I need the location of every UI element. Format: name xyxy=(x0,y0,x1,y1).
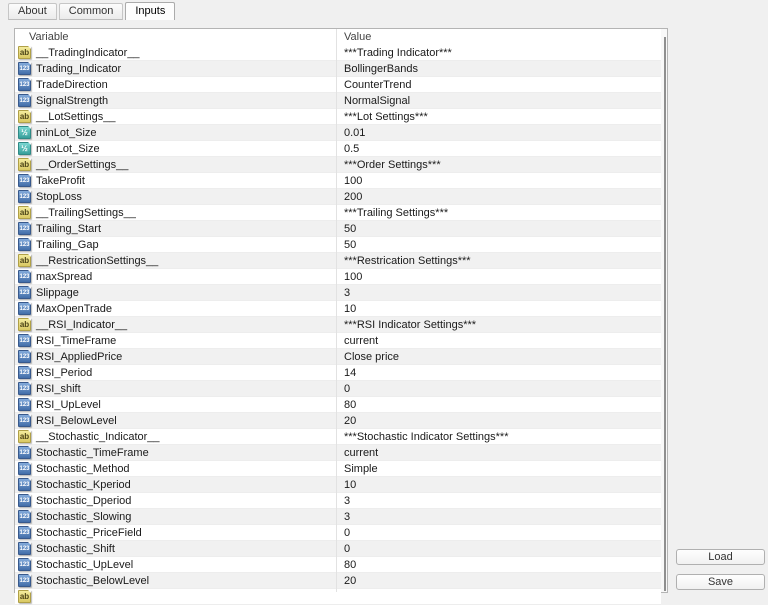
value-cell[interactable]: 0.01 xyxy=(344,126,366,139)
table-row[interactable] xyxy=(15,157,661,173)
table-row[interactable] xyxy=(15,45,661,61)
variable-name: minLot_Size xyxy=(36,126,97,139)
int-type-icon: 123 xyxy=(18,94,31,107)
variable-name: RSI_BelowLevel xyxy=(36,414,117,427)
value-cell[interactable]: 0 xyxy=(344,526,351,539)
table-row[interactable] xyxy=(15,93,661,109)
int-type-icon: 123 xyxy=(18,382,31,395)
table-row[interactable] xyxy=(15,429,661,445)
variable-name: StopLoss xyxy=(36,190,82,203)
variable-name: Stochastic_Kperiod xyxy=(36,478,131,491)
inputs-table-panel xyxy=(14,28,668,601)
int-type-icon: 123 xyxy=(18,222,31,235)
string-type-icon: ab xyxy=(19,112,30,121)
variable-name: Stochastic_Dperiod xyxy=(36,494,132,507)
column-header-variable[interactable]: Variable xyxy=(29,31,69,43)
table-row[interactable] xyxy=(15,381,661,397)
save-button[interactable]: Save xyxy=(676,574,765,590)
column-divider xyxy=(336,29,337,592)
variable-name: Stochastic_UpLevel xyxy=(36,558,134,571)
string-type-icon: ab xyxy=(19,592,30,601)
table-row[interactable] xyxy=(15,173,661,189)
int-type-icon: 123 xyxy=(18,526,31,539)
variable-name: Trading_Indicator xyxy=(36,62,122,75)
value-cell[interactable]: current xyxy=(344,446,379,459)
variable-name: RSI_Period xyxy=(36,366,93,379)
table-row[interactable] xyxy=(15,477,661,493)
table-row[interactable] xyxy=(15,221,661,237)
int-type-icon: 123 xyxy=(18,494,31,507)
variable-name: MaxOpenTrade xyxy=(36,302,113,315)
value-cell[interactable]: ***Restrication Settings*** xyxy=(344,254,471,267)
int-type-icon: 123 xyxy=(18,62,31,75)
value-cell[interactable]: 80 xyxy=(344,398,357,411)
variable-name: RSI_TimeFrame xyxy=(36,334,117,347)
table-body xyxy=(15,45,661,601)
value-cell[interactable]: CounterTrend xyxy=(344,78,412,91)
value-cell[interactable]: 20 xyxy=(344,574,357,587)
value-cell[interactable]: 100 xyxy=(344,270,363,283)
int-type-icon: 123 xyxy=(18,574,31,587)
variable-name: Stochastic_BelowLevel xyxy=(36,574,150,587)
variable-name: SignalStrength xyxy=(36,94,109,107)
int-type-icon: 123 xyxy=(18,478,31,491)
vertical-scrollbar[interactable] xyxy=(661,29,667,592)
table-row[interactable] xyxy=(15,237,661,253)
variable-name: Stochastic_Method xyxy=(36,462,130,475)
value-cell[interactable]: ***Trailing Settings*** xyxy=(344,206,449,219)
variable-name: RSI_AppliedPrice xyxy=(36,350,123,363)
value-cell[interactable]: 80 xyxy=(344,558,357,571)
value-cell[interactable]: 3 xyxy=(344,510,351,523)
value-cell[interactable]: 0 xyxy=(344,382,351,395)
int-type-icon: 123 xyxy=(18,510,31,523)
value-cell[interactable]: 10 xyxy=(344,478,357,491)
value-cell[interactable]: ***RSI Indicator Settings*** xyxy=(344,318,477,331)
tab-common[interactable]: Common xyxy=(59,3,124,20)
value-cell[interactable]: 3 xyxy=(344,494,351,507)
table-row[interactable] xyxy=(15,317,661,333)
string-type-icon: ab xyxy=(19,320,30,329)
value-cell[interactable]: Close price xyxy=(344,350,400,363)
variable-name: Trailing_Start xyxy=(36,222,102,235)
table-row[interactable] xyxy=(15,493,661,509)
table-row[interactable] xyxy=(15,189,661,205)
table-row[interactable] xyxy=(15,269,661,285)
table-row[interactable] xyxy=(15,589,661,605)
table-row[interactable] xyxy=(15,525,661,541)
table-row[interactable] xyxy=(15,109,661,125)
variable-name: __TrailingSettings__ xyxy=(36,206,136,219)
value-cell[interactable]: current xyxy=(344,334,379,347)
double-type-icon: ½ xyxy=(18,142,31,155)
string-type-icon: ab xyxy=(19,48,30,57)
table-row[interactable] xyxy=(15,253,661,269)
variable-name: maxLot_Size xyxy=(36,142,100,155)
int-type-icon: 123 xyxy=(18,366,31,379)
int-type-icon: 123 xyxy=(18,190,31,203)
value-cell[interactable]: 0.5 xyxy=(344,142,360,155)
table-row[interactable] xyxy=(15,125,661,141)
variable-name: Slippage xyxy=(36,286,79,299)
table-row[interactable] xyxy=(15,141,661,157)
value-cell[interactable]: 14 xyxy=(344,366,357,379)
column-header-value[interactable]: Value xyxy=(344,31,372,43)
variable-name: maxSpread xyxy=(36,270,93,283)
value-cell[interactable]: ***Trading Indicator*** xyxy=(344,46,452,59)
value-cell[interactable]: 20 xyxy=(344,414,357,427)
variable-name: Stochastic_PriceField xyxy=(36,526,142,539)
tab-about[interactable]: About xyxy=(8,3,57,20)
int-type-icon: 123 xyxy=(18,302,31,315)
variable-name: __Stochastic_Indicator__ xyxy=(36,430,160,443)
table-row[interactable] xyxy=(15,397,661,413)
table-row[interactable] xyxy=(15,509,661,525)
table-row[interactable] xyxy=(15,301,661,317)
table-row[interactable] xyxy=(15,541,661,557)
value-cell[interactable]: 50 xyxy=(344,222,357,235)
int-type-icon: 123 xyxy=(18,414,31,427)
variable-name: Stochastic_TimeFrame xyxy=(36,446,149,459)
scrollbar-thumb[interactable] xyxy=(664,37,666,591)
value-cell[interactable]: 200 xyxy=(344,190,363,203)
variable-name: RSI_UpLevel xyxy=(36,398,101,411)
int-type-icon: 123 xyxy=(18,334,31,347)
table-row[interactable] xyxy=(15,365,661,381)
value-cell[interactable]: BollingerBands xyxy=(344,62,418,75)
int-type-icon: 123 xyxy=(18,350,31,363)
table-row[interactable] xyxy=(15,573,661,589)
variable-name: Stochastic_Shift xyxy=(36,542,115,555)
variable-name: RSI_shift xyxy=(36,382,81,395)
table-header-row xyxy=(15,29,667,45)
value-cell[interactable]: NormalSignal xyxy=(344,94,411,107)
value-cell[interactable]: ***Order Settings*** xyxy=(344,158,441,171)
variable-name: Stochastic_Slowing xyxy=(36,510,132,523)
int-type-icon: 123 xyxy=(18,270,31,283)
table-row[interactable] xyxy=(15,461,661,477)
variable-name: Trailing_Gap xyxy=(36,238,99,251)
int-type-icon: 123 xyxy=(18,446,31,459)
string-type-icon: ab xyxy=(19,256,30,265)
string-type-icon: ab xyxy=(19,432,30,441)
int-type-icon: 123 xyxy=(18,542,31,555)
table-row[interactable] xyxy=(15,333,661,349)
int-type-icon: 123 xyxy=(18,462,31,475)
int-type-icon: 123 xyxy=(18,558,31,571)
variable-name: __TradingIndicator__ xyxy=(36,46,140,59)
table-row[interactable] xyxy=(15,205,661,221)
value-cell[interactable]: Simple xyxy=(344,462,378,475)
value-cell[interactable]: ***Stochastic Indicator Settings*** xyxy=(344,430,509,443)
value-cell[interactable]: 3 xyxy=(344,286,351,299)
int-type-icon: 123 xyxy=(18,398,31,411)
value-cell[interactable]: 50 xyxy=(344,238,357,251)
int-type-icon: 123 xyxy=(18,286,31,299)
table-row[interactable] xyxy=(15,557,661,573)
value-cell[interactable]: 10 xyxy=(344,302,357,315)
value-cell[interactable]: 100 xyxy=(344,174,363,187)
table-row[interactable] xyxy=(15,285,661,301)
table-row[interactable] xyxy=(15,349,661,365)
int-type-icon: 123 xyxy=(18,238,31,251)
variable-name: TradeDirection xyxy=(36,78,108,91)
table-row[interactable] xyxy=(15,413,661,429)
int-type-icon: 123 xyxy=(18,78,31,91)
variable-name: __OrderSettings__ xyxy=(36,158,129,171)
variable-name: __RSI_Indicator__ xyxy=(36,318,128,331)
tab-inputs[interactable]: Inputs xyxy=(125,2,175,20)
table-row[interactable] xyxy=(15,77,661,93)
variable-name: TakeProfit xyxy=(36,174,85,187)
variable-name: __LotSettings__ xyxy=(36,110,116,123)
table-row[interactable] xyxy=(15,445,661,461)
value-cell[interactable]: ***Lot Settings*** xyxy=(344,110,428,123)
string-type-icon: ab xyxy=(19,208,30,217)
tab-bar xyxy=(8,2,177,20)
variable-name: __RestricationSettings__ xyxy=(36,254,159,267)
value-cell[interactable]: 0 xyxy=(344,542,351,555)
load-button[interactable]: Load xyxy=(676,549,765,565)
table-row[interactable] xyxy=(15,61,661,77)
double-type-icon: ½ xyxy=(18,126,31,139)
string-type-icon: ab xyxy=(19,160,30,169)
int-type-icon: 123 xyxy=(18,174,31,187)
